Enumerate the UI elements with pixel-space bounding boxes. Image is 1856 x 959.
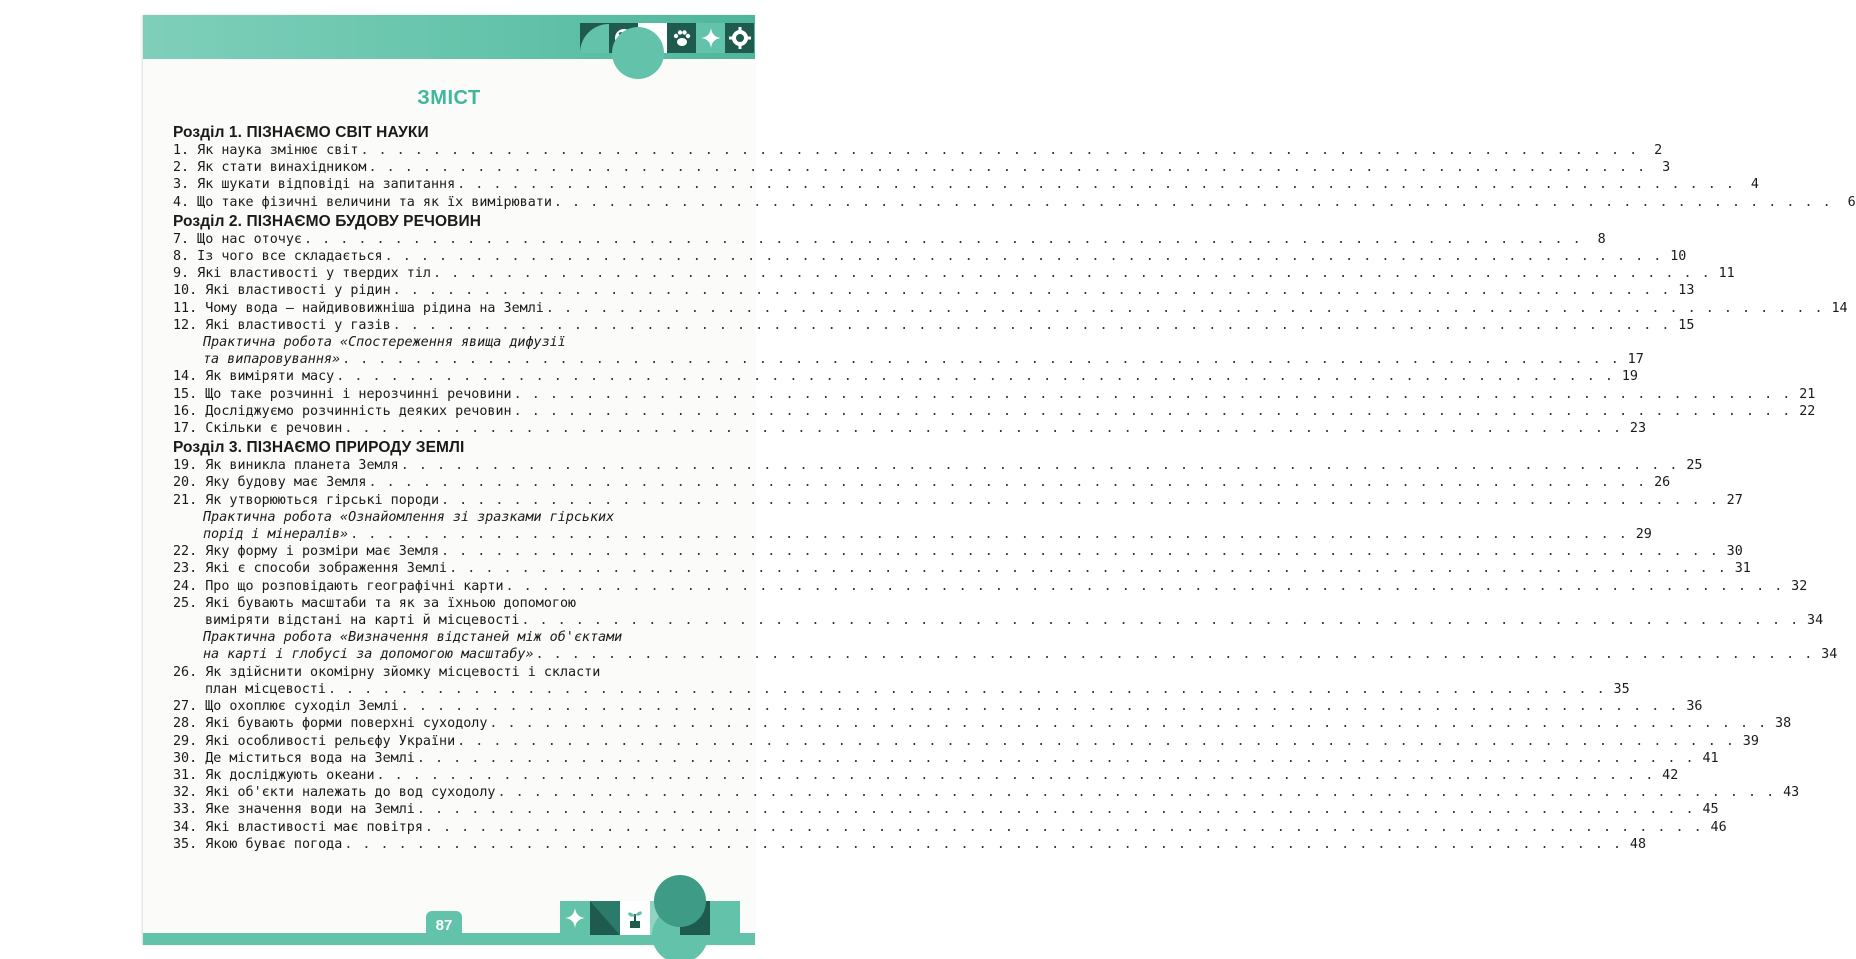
toc-entry-title: 1. Як наука змінює світ: [173, 143, 359, 158]
dot-leader: [455, 176, 1737, 193]
dot-leader: [512, 386, 1794, 403]
toc-entry[interactable]: [173, 715, 1792, 732]
toc-entry-title: 29. Які особливості рельєфу України: [173, 733, 456, 749]
toc-entry-title: 15. Що таке розчинні і нерозчинні речовини: [173, 386, 512, 402]
toc-page-number: 6: [1847, 194, 1856, 210]
toc-entry[interactable]: [173, 176, 1759, 193]
toc-entry[interactable]: [173, 819, 1727, 836]
toc-entry[interactable]: [173, 836, 1647, 853]
toc-entry[interactable]: [173, 457, 1703, 474]
toc-entry[interactable]: [173, 492, 1743, 509]
toc-entry-title: 30. Де міститься вода на Землі: [173, 750, 415, 766]
dot-leader: [302, 231, 1584, 248]
toc-entry[interactable]: [173, 750, 1719, 767]
footer-icon-strip: [560, 901, 740, 935]
toc-entry[interactable]: [173, 317, 1695, 334]
toc-entry-title: 8. Із чого все складається: [173, 249, 383, 265]
dot-leader: [544, 300, 1826, 317]
toc-page-number: 11: [1718, 266, 1735, 282]
toc-entry-title: 25. Які бувають масштаби та як за їхньою допомогою: [173, 595, 577, 611]
toc-entry-title: 16. Досліджуємо розчинність деяких речовин: [173, 403, 512, 419]
toc-entry-continuation: план місцевості: [205, 681, 326, 697]
toc-page-number: 19: [1621, 369, 1638, 385]
pattern-tile-icon: [680, 901, 710, 935]
toc-page-number: 4: [1750, 177, 1759, 193]
toc-entry-title: 12. Які властивості у газів: [173, 317, 391, 333]
dot-leader: [431, 265, 1713, 282]
toc-page-number: 31: [1734, 561, 1751, 577]
toc-page-number: 30: [1726, 544, 1743, 560]
dot-leader: [423, 819, 1705, 836]
toc-entry-title: 9. Які властивості у твердих тіл: [173, 266, 431, 282]
dot-leader: [455, 733, 1737, 750]
toc-entry[interactable]: [173, 526, 1652, 543]
pattern-tile-icon: [580, 23, 609, 53]
table-of-contents: [173, 122, 1856, 853]
toc-entry[interactable]: [173, 248, 1687, 265]
toc-entry-title: Практична робота «Спостереження явища дифузії: [203, 335, 566, 351]
toc-entry-continuation: виміряти відстані на карті й місцевості: [205, 613, 520, 629]
toc-page-number: 38: [1775, 716, 1792, 732]
toc-entry[interactable]: [173, 474, 1671, 491]
toc-entry[interactable]: [173, 646, 1838, 663]
dot-leader: [391, 317, 1673, 334]
dot-leader: [439, 492, 1721, 509]
toc-page-number: 35: [1613, 681, 1630, 697]
toc-page-number: 32: [1791, 578, 1808, 594]
toc-page-number: 39: [1742, 733, 1759, 749]
toc-entry-title: 28. Які бувають форми поверхні суходолу: [173, 716, 488, 732]
sprout-icon: [620, 901, 650, 935]
dot-leader: [366, 474, 1648, 491]
toc-entry[interactable]: [173, 194, 1856, 211]
toc-entry[interactable]: [173, 159, 1671, 176]
section-heading: Розділ 1. ПІЗНАЄМО СВІТ НАУКИ: [173, 124, 429, 141]
toc-entry-title: 20. Яку будову має Земля: [173, 475, 367, 491]
toc-page-number: 3: [1662, 160, 1671, 176]
toc-page-number: 10: [1670, 249, 1687, 265]
toc-entry-title: 3. Як шукати відповіді на запитання: [173, 177, 456, 193]
toc-page-number: 41: [1702, 750, 1719, 766]
toc-page-number: 46: [1710, 819, 1727, 835]
toc-entry[interactable]: [173, 801, 1719, 818]
toc-page-number: 34: [1821, 647, 1838, 663]
toc-entry-title: 23. Які є способи зображення Землі: [173, 561, 448, 577]
dot-leader: [487, 715, 1769, 732]
toc-page-number: 8: [1597, 231, 1606, 247]
toc-entry[interactable]: [173, 543, 1743, 560]
toc-page-number: 34: [1807, 613, 1824, 629]
toc-entry-title: 34. Які властивості має повітря: [173, 819, 423, 835]
toc-entry-title: 2. Як стати винахідником: [173, 160, 367, 176]
toc-entry[interactable]: [173, 300, 1848, 317]
dot-leader: [375, 767, 1657, 784]
toc-page-number: 2: [1654, 143, 1663, 158]
toc-entry[interactable]: [173, 351, 1644, 368]
toc-page-number: 21: [1799, 386, 1816, 402]
pattern-tile-icon: [638, 23, 667, 53]
dot-leader: [342, 836, 1624, 853]
dot-leader: [399, 457, 1681, 474]
toc-entry-title: 26. Як здійснити окомірну зйомку місцевості і скласти: [173, 664, 601, 680]
page-number: 87: [426, 911, 462, 945]
toc-entry-title: 10. Які властивості у рідин: [173, 283, 391, 299]
toc-entry-title: 17. Скільки є речовин: [173, 421, 343, 437]
toc-entry-title: 35. Якою буває погода: [173, 836, 343, 852]
dot-leader: [504, 578, 1786, 595]
dot-leader: [415, 801, 1697, 818]
toc-entry[interactable]: [173, 403, 1816, 420]
toc-entry[interactable]: [173, 784, 1800, 801]
toc-entry-title: 32. Які об'єкти належать до вод суходолу: [173, 785, 496, 801]
toc-page-number: 36: [1686, 699, 1703, 715]
toc-entry[interactable]: [173, 265, 1735, 282]
toc-entry[interactable]: [173, 681, 1630, 698]
toc-entry[interactable]: [173, 733, 1759, 750]
toc-entry[interactable]: [173, 767, 1679, 784]
gear-icon: [725, 23, 754, 53]
toc-entry-title: Практична робота «Ознайомлення зі зразками гірських: [203, 509, 615, 525]
toc-page-number: 42: [1662, 767, 1679, 783]
dot-leader: [519, 612, 1801, 629]
toc-entry[interactable]: [173, 386, 1816, 403]
toc-page-number: 45: [1702, 802, 1719, 818]
header-icon-strip: [580, 23, 754, 53]
toc-page-number: 43: [1783, 785, 1800, 801]
toc-page-number: 22: [1799, 403, 1816, 419]
sparkle-icon: [696, 23, 725, 53]
dot-leader: [326, 681, 1608, 698]
dot-leader: [340, 351, 1622, 368]
toc-entry-title: 24. Про що розповідають географічні карти: [173, 578, 504, 594]
dot-leader: [495, 784, 1777, 801]
sparkle-icon: [560, 901, 590, 935]
toc-entry-title: 27. Що охоплює суходіл Землі: [173, 699, 399, 715]
pattern-tile-icon: [590, 901, 620, 935]
dot-leader: [399, 698, 1681, 715]
toc-page-number: 48: [1629, 836, 1647, 852]
toc-entry[interactable]: [173, 560, 1751, 577]
toc-entry-title: 19. Як виникла планета Земля: [173, 458, 399, 474]
dot-leader: [334, 368, 1616, 385]
toc-entry-title: 14. Як виміряти масу: [173, 369, 335, 385]
page-title: ЗМІСТ: [417, 87, 481, 109]
toc-page-number: 25: [1686, 458, 1703, 474]
toc-entry[interactable]: [173, 142, 1663, 159]
toc-entry[interactable]: [173, 698, 1703, 715]
dot-leader: [512, 403, 1794, 420]
toc-page-number: 27: [1726, 492, 1743, 508]
toc-entry-title: 4. Що таке фізичні величини та як їх вимірювати: [173, 194, 552, 210]
toc-page-number: 13: [1678, 283, 1695, 299]
toc-entry-title: 22. Яку форму і розміри має Земля: [173, 544, 440, 560]
toc-entry[interactable]: [173, 578, 1808, 595]
dot-leader: [447, 560, 1729, 577]
dot-leader: [383, 248, 1665, 265]
toc-page-number: 26: [1654, 475, 1671, 491]
toc-entry-title: 7. Що нас оточує: [173, 231, 302, 247]
pattern-tile-icon: [710, 901, 740, 935]
paw-icon: [667, 23, 696, 53]
toc-entry-continuation: на карті і глобусі за допомогою масштабу»: [203, 647, 534, 663]
toc-page-number: 17: [1627, 352, 1644, 368]
toc-entry[interactable]: [173, 282, 1695, 299]
dot-leader: [342, 420, 1624, 437]
toc-entry[interactable]: [173, 231, 1606, 248]
toc-entry-title: 11. Чому вода — найдивовижніша рідина на Землі: [173, 300, 544, 316]
toc-page-number: 23: [1629, 421, 1647, 437]
section-heading: Розділ 3. ПІЗНАЄМО ПРИРОДУ ЗЕМЛІ: [173, 439, 465, 457]
toc-entry-title: 21. Як утворюються гірські породи: [173, 492, 440, 508]
book-page: [143, 15, 1856, 945]
toc-entry-continuation: порід і мінералів»: [203, 527, 349, 543]
toc-entry-title: Практична робота «Визначення відстаней між об'єктами: [203, 630, 623, 646]
toc-entry-continuation: та випаровування»: [203, 352, 341, 368]
dot-leader: [534, 646, 1816, 663]
section-heading: Розділ 2. ПІЗНАЄМО БУДОВУ РЕЧОВИН: [173, 212, 482, 230]
toc-entry[interactable]: [173, 612, 1824, 629]
dot-leader: [391, 282, 1673, 299]
toc-entry[interactable]: [173, 368, 1638, 385]
dot-leader: [366, 159, 1648, 176]
dot-leader: [552, 194, 1834, 211]
dot-leader: [415, 750, 1697, 767]
toc-page-number: 15: [1678, 317, 1695, 333]
dot-leader: [358, 142, 1640, 159]
dot-leader: [348, 526, 1630, 543]
dot-leader: [439, 543, 1721, 560]
toc-entry-title: 31. Як досліджують океани: [173, 767, 375, 783]
toc-page-number: 29: [1635, 527, 1652, 543]
toc-page-number: 14: [1831, 300, 1848, 316]
toc-entry-title: 33. Яке значення води на Землі: [173, 802, 415, 818]
toc-entry[interactable]: [173, 420, 1647, 437]
